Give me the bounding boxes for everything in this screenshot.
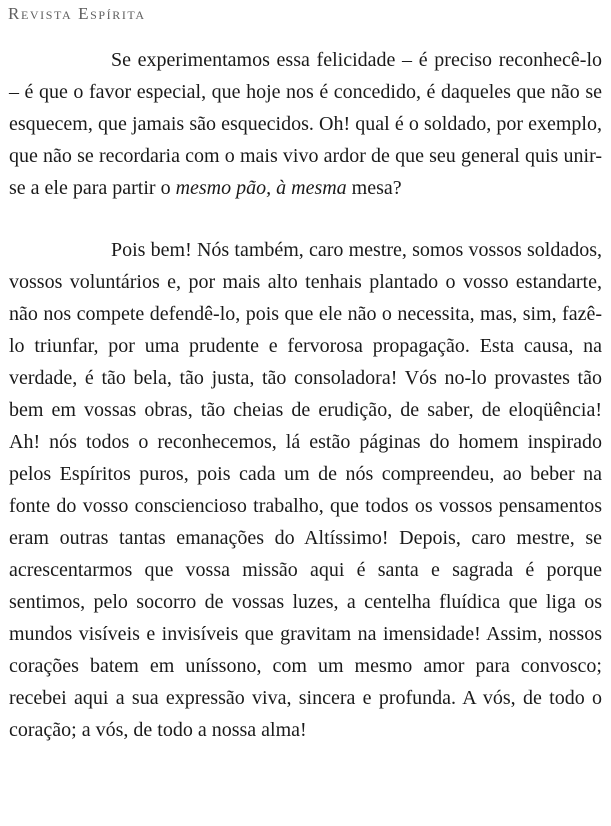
paragraph-1-emphasis: mesmo pão, à mesma — [175, 177, 347, 199]
paragraph-1 — [9, 44, 602, 204]
article-body — [9, 44, 602, 746]
paragraph-1-ending: mesa? — [346, 177, 402, 199]
paragraph-1-text: Se experimentamos essa felicidade – é preciso reconhecê-lo – é que o favor especial, que hoje nos é concedido, é daqueles que não se esquecem, que jamais são esquecidos. Oh! qual é o soldado, por exemplo, que não se recordaria com o mais vivo ardor de que seu general quis unir-se a ele para partir o — [9, 49, 602, 199]
paragraph-2: Pois bem! Nós também, caro mestre, somos vossos soldados, vossos voluntários e, por mais alto tenhais plantado o vosso estandarte, não nos compete defendê-lo, pois que ele não o necessita, mas, sim, fazê-lo triunfar, por uma prudente e fervorosa propagação. Esta causa, na verdade, é tão bela, tão justa, tão consoladora! Vós no-lo provastes tão bem em vossas obras, tão cheias de erudição, de saber, de eloqüência! Ah! nós todos o reconhecemos, lá estão páginas do homem inspirado pelos Espíritos puros, pois cada um de nós compreendeu, ao beber na fonte do vosso consciencioso trabalho, que todos os vossos pensamentos eram outras tantas emanações do Altíssimo! Depois, caro mestre, se acrescentarmos que vossa missão aqui é santa e sagrada é porque sentimos, pelo socorro de vossas luzes, a centelha fluídica que liga os mundos visíveis e invisíveis que gravitam na imensidade! Assim, nossos corações batem em uníssono, com um mesmo amor para convosco; recebei aqui a sua expressão viva, sincera e profunda. A vós, de todo o coração; a vós, de todo a nossa alma! — [9, 239, 602, 741]
running-header: Revista Espírita — [8, 4, 146, 23]
